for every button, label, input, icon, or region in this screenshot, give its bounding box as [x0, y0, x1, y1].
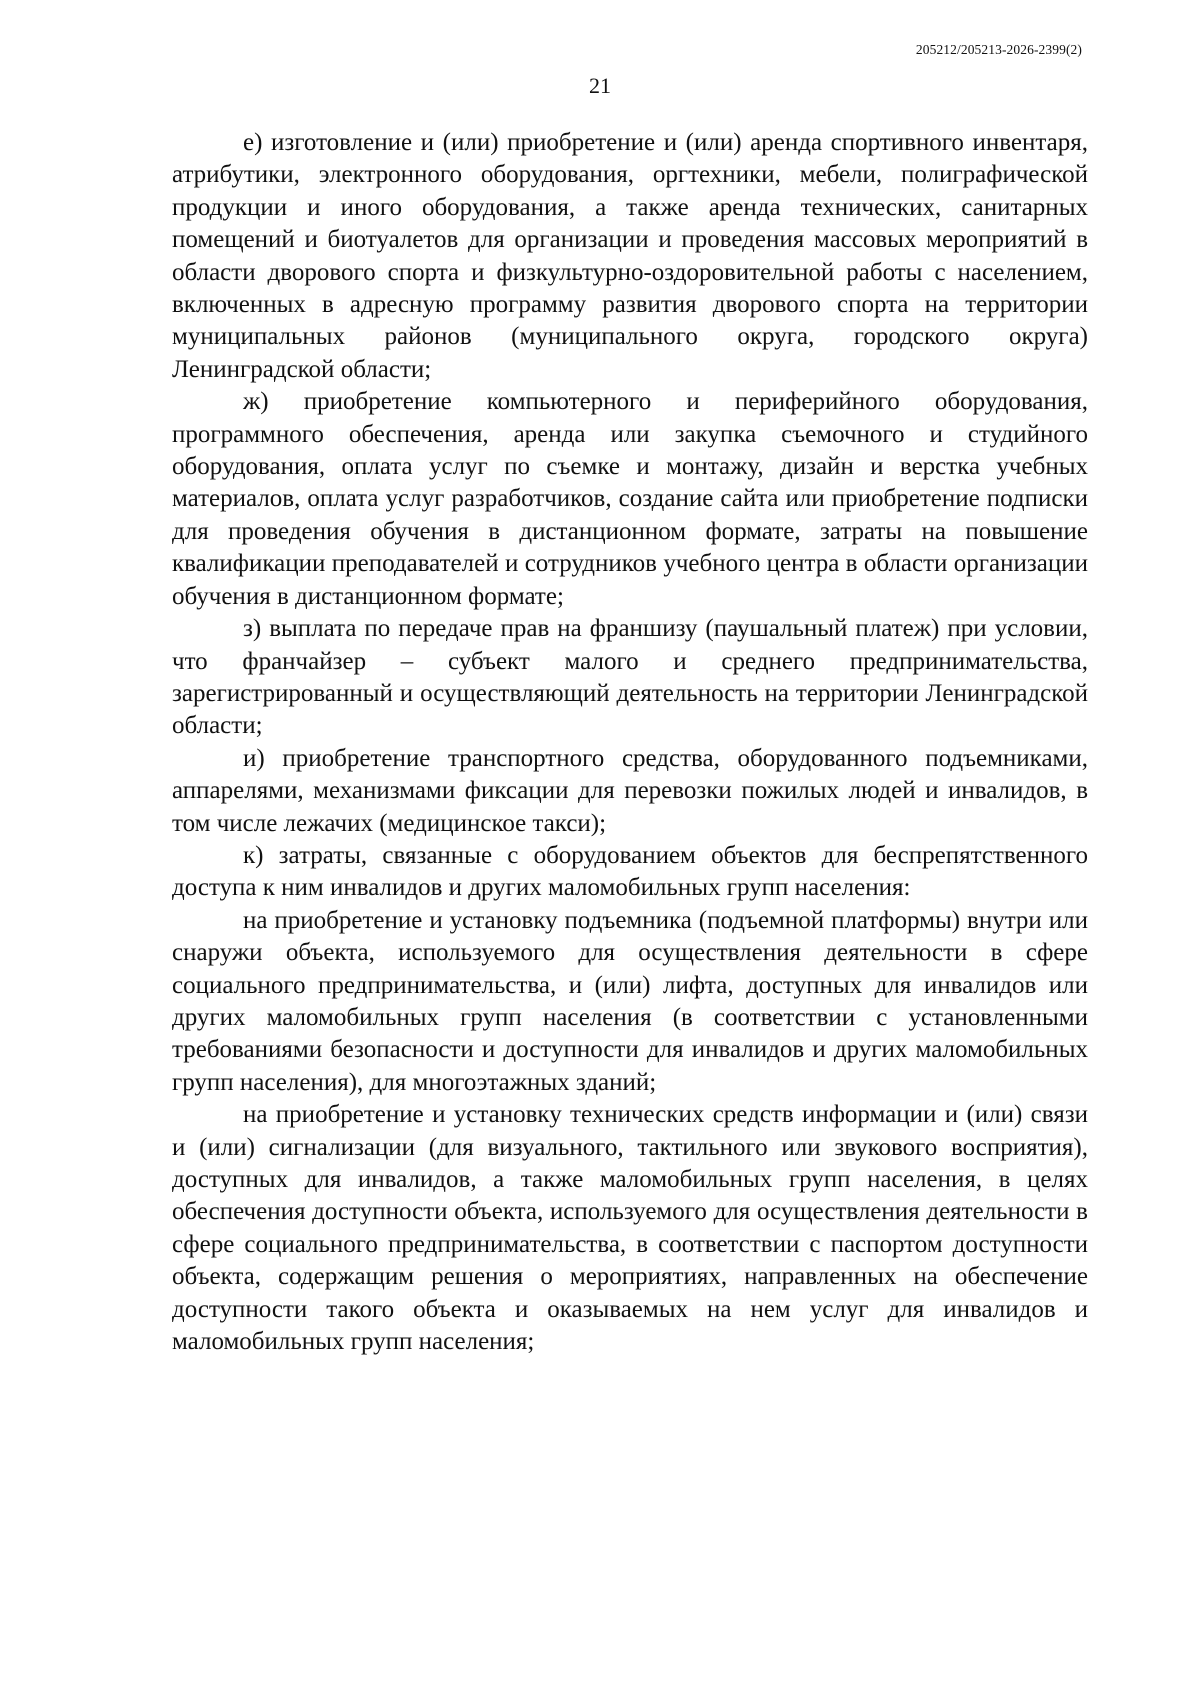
- paragraph-technical-means: на приобретение и установку технических средств информации и (или) связи и (или) сигнализации (для визуального, тактильного или звукового восприятия), доступных для инвалидов, а также маломобильных групп населения, в целях обеспечения доступности объекта, используемого для осуществления деятельности в сфере социального предпринимательства, в соответствии с паспортом доступности объекта, содержащим решения о мероприятиях, направленных на обеспечение доступности такого объекта и оказываемых на нем услуг для инвалидов и маломобильных групп населения;: [172, 1101, 1088, 1356]
- paragraph-z: з) выплата по передаче прав на франшизу (паушальный платеж) при условии, что франчайзер – субъект малого и среднего предпринимательства, зарегистрированный и осуществляющий деятельность на территории Ленинградской области;: [172, 615, 1088, 740]
- document-body: [172, 127, 1088, 1358]
- paragraph-e: е) изготовление и (или) приобретение и (или) аренда спортивного инвентаря, атрибутики, электронного оборудования, оргтехники, мебели, полиграфической продукции и иного оборудования, а также аренда технических, санитарных помещений и биотуалетов для организации и проведения массовых мероприятий в области дворового спорта и физкультурно-оздоровительной работы с населением, включенных в адресную программу развития дворового спорта на территории муниципальных районов (муниципального округа, городского округа) Ленинградской области;: [172, 129, 1088, 383]
- paragraph-lift: на приобретение и установку подъемника (подъемной платформы) внутри или снаружи объекта, используемого для осуществления деятельности в сфере социального предпринимательства, и (или) лифта, доступных для инвалидов или других маломобильных групп населения (в соответствии с установленными требованиями безопасности и доступности для инвалидов и других маломобильных групп населения), для многоэтажных зданий;: [172, 906, 1088, 1096]
- paragraph-i: и) приобретение транспортного средства, оборудованного подъемниками, аппарелями, механизмами фиксации для перевозки пожилых людей и инвалидов, в том числе лежачих (медицинское такси);: [172, 744, 1088, 837]
- paragraph-zh: ж) приобретение компьютерного и периферийного оборудования, программного обеспечения, аренда или закупка съемочного и студийного оборудования, оплата услуг по съемке и монтажу, дизайн и верстка учебных материалов, оплата услуг разработчиков, создание сайта или приобретение подписки для проведения обучения в дистанционном формате, затраты на повышение квалификации преподавателей и сотрудников учебного центра в области организации обучения в дистанционном формате;: [172, 388, 1088, 610]
- page-number: 21: [589, 73, 611, 98]
- paragraph-k: к) затраты, связанные с оборудованием объектов для беспрепятственного доступа к ним инвалидов и других маломобильных групп населения:: [172, 841, 1088, 902]
- document-id: 205212/205213-2026-2399(2): [915, 42, 1082, 57]
